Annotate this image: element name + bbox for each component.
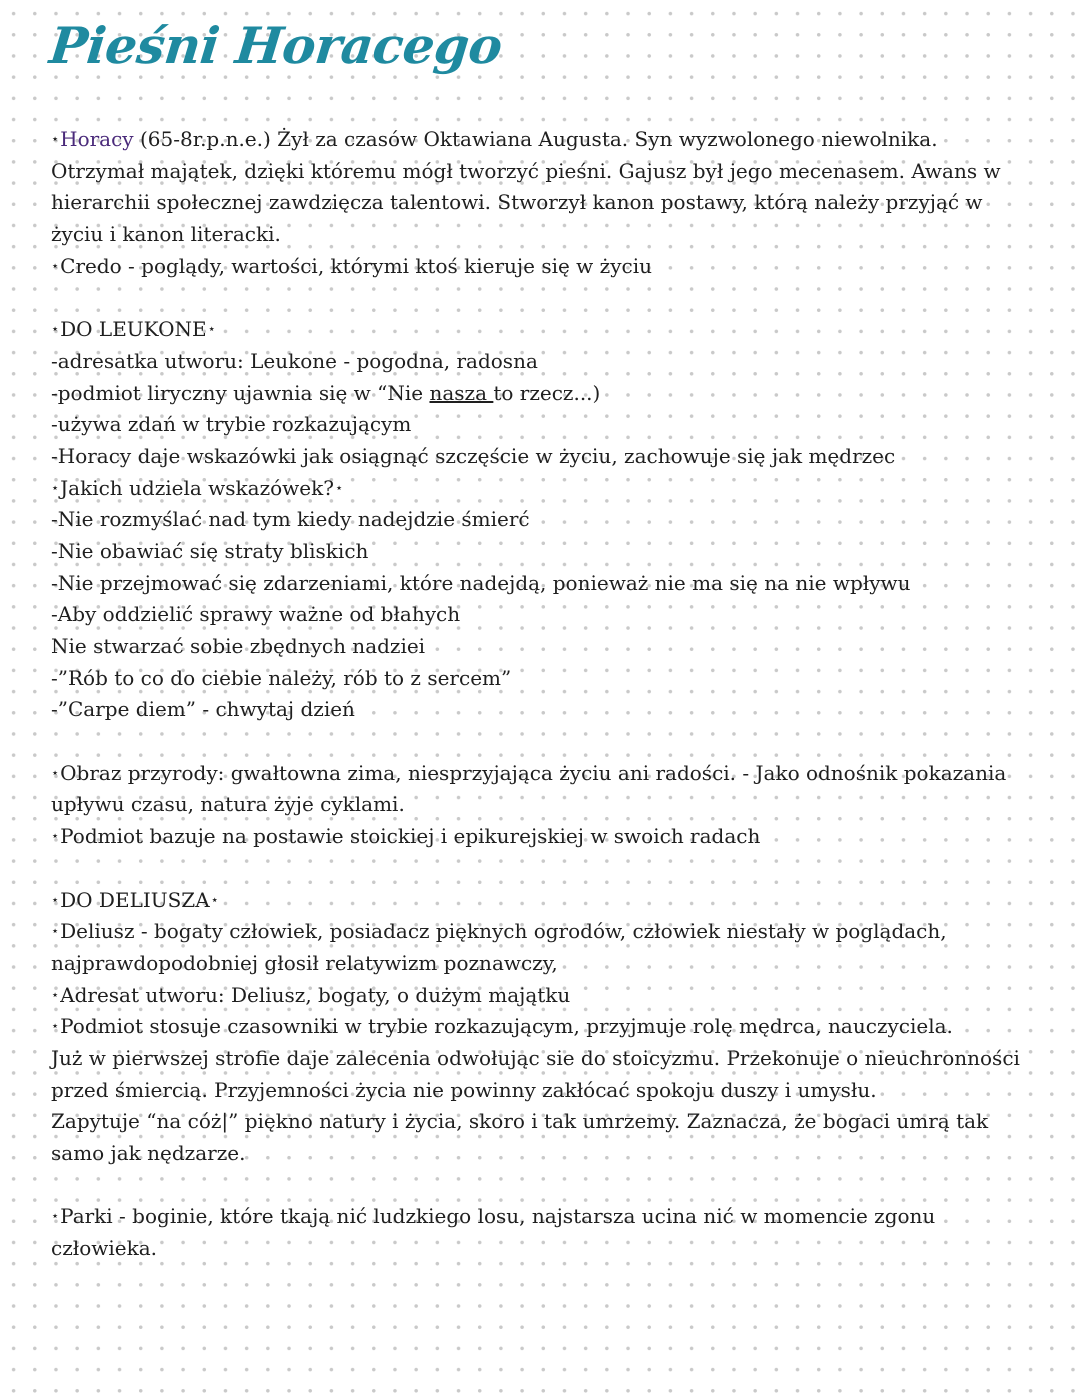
leukone-line-2: -podmiot liryczny ujawnia się w “Nie nasza to rzecz...) [51, 380, 601, 405]
leukone-line-1: -adresatka utworu: Leukone - pogodna, radosna [51, 348, 538, 373]
star-bullet-icon: ⋆ [51, 987, 60, 1003]
deliusz-addressee: ⋆Adresat utworu: Deliusz, bogaty, o dużym majątku [51, 982, 571, 1007]
deliusz-paragraph-line: przed śmiercią. Przyjemności życia nie powinny zakłócać spokoju duszy i umysłu. [51, 1077, 877, 1102]
underlined-word: nasza [429, 380, 494, 405]
intro-line-1: ⋆Horacy (65-8r.p.n.e.) Żył za czasów Oktawiana Augusta. Syn wyzwolonego niewolnika. [51, 127, 938, 151]
intro-line-2: Otrzymał majątek, dzięki któremu mógł tworzyć pieśni. Gajusz był jego mecenasem. Awans w [51, 158, 1001, 183]
star-bullet-icon: ⋆ [51, 258, 60, 274]
star-bullet-icon: ⋆ [334, 480, 344, 496]
author-name: Horacy [60, 127, 134, 151]
note-body [51, 124, 1041, 1265]
star-bullet-icon: ⋆ [51, 765, 60, 781]
parki-line-2: człowieka. [51, 1236, 158, 1261]
star-bullet-icon: ⋆ [51, 1019, 60, 1035]
leukone-heading: ⋆DO LEUKONE⋆ [51, 317, 216, 342]
star-bullet-icon: ⋆ [51, 480, 60, 496]
leukone-line-3: -używa zdań w trybie rozkazującym [51, 412, 412, 437]
leukone-line-4: -Horacy daje wskazówki jak osiągnąć szczęście w życiu, zachowuje się jak mędrzec [51, 443, 896, 468]
star-bullet-icon: ⋆ [207, 322, 216, 338]
deliusz-heading: ⋆DO DELIUSZA⋆ [51, 887, 219, 912]
parki-line-1: ⋆Parki - boginie, które tkają nić ludzkiego losu, najstarsza ucina nić w momencie zgonu [51, 1204, 936, 1229]
advice-item: -Nie obawiać się straty bliskich [51, 538, 369, 563]
deliusz-paragraph-line: samo jak nędzarze. [51, 1141, 246, 1165]
credo-definition: ⋆Credo - poglądy, wartości, którymi ktoś kieruje się w życiu [51, 253, 652, 278]
star-bullet-icon: ⋆ [51, 924, 60, 940]
deliusz-line-1: ⋆Deliusz - bogaty człowiek, posiadacz pięknych ogrodów, człowiek niestały w poglądach, [51, 919, 947, 944]
star-bullet-icon: ⋆ [210, 892, 219, 908]
star-bullet-icon: ⋆ [51, 892, 60, 908]
advice-item: -Nie przejmować się zdarzeniami, które nadejdą, ponieważ nie ma się na nie wpływu [51, 570, 911, 595]
deliusz-paragraph-line: Zapytuje “na cóż|” piękno natury i życia, skoro i tak umrzemy. Zaznacza, że bogaci umrą tak [51, 1109, 989, 1134]
intro-line-4: życiu i kanon literacki. [51, 222, 281, 247]
star-bullet-icon: ⋆ [51, 829, 60, 845]
stoic-line: ⋆Podmiot bazuje na postawie stoickiej i epikurejskiej w swoich radach [51, 824, 761, 849]
advice-item: -Nie rozmyślać nad tym kiedy nadejdzie śmierć [51, 507, 530, 532]
leukone-subheading: ⋆Jakich udziela wskazówek?⋆ [51, 475, 344, 500]
star-bullet-icon: ⋆ [51, 322, 60, 338]
deliusz-paragraph-line: Już w pierwszej strofie daje zalecenia odwołując sie do stoicyzmu. Przekonuje o nieuchronności [51, 1045, 1020, 1070]
advice-item: -Aby oddzielić sprawy ważne od błahych [51, 602, 461, 627]
star-bullet-icon: ⋆ [51, 1209, 60, 1225]
advice-item: Nie stwarzać sobie zbędnych nadziei [51, 634, 426, 658]
star-bullet-icon: ⋆ [51, 132, 60, 147]
page-title: Pieśni Horacego [46, 16, 505, 75]
nature-line-2: upływu czasu, natura żyje cyklami. [51, 792, 405, 817]
advice-item: -”Carpe diem” - chwytaj dzień [51, 697, 355, 722]
intro-line-3: hierarchii społecznej zawdzięcza talentowi. Stworzył kanon postawy, którą należy przyjąć w [51, 190, 983, 215]
deliusz-speaker: ⋆Podmiot stosuje czasowniki w trybie rozkazującym, przyjmuje rolę mędrca, nauczyciela. [51, 1014, 953, 1039]
nature-line-1: ⋆Obraz przyrody: gwałtowna zima, niesprzyjająca życiu ani radości. - Jako odnośnik pokazania [51, 760, 1007, 785]
advice-item: -”Rób to co do ciebie należy, rób to z sercem” [51, 665, 512, 690]
deliusz-line-2: najprawdopodobniej głosił relatywizm poznawczy, [51, 950, 558, 975]
